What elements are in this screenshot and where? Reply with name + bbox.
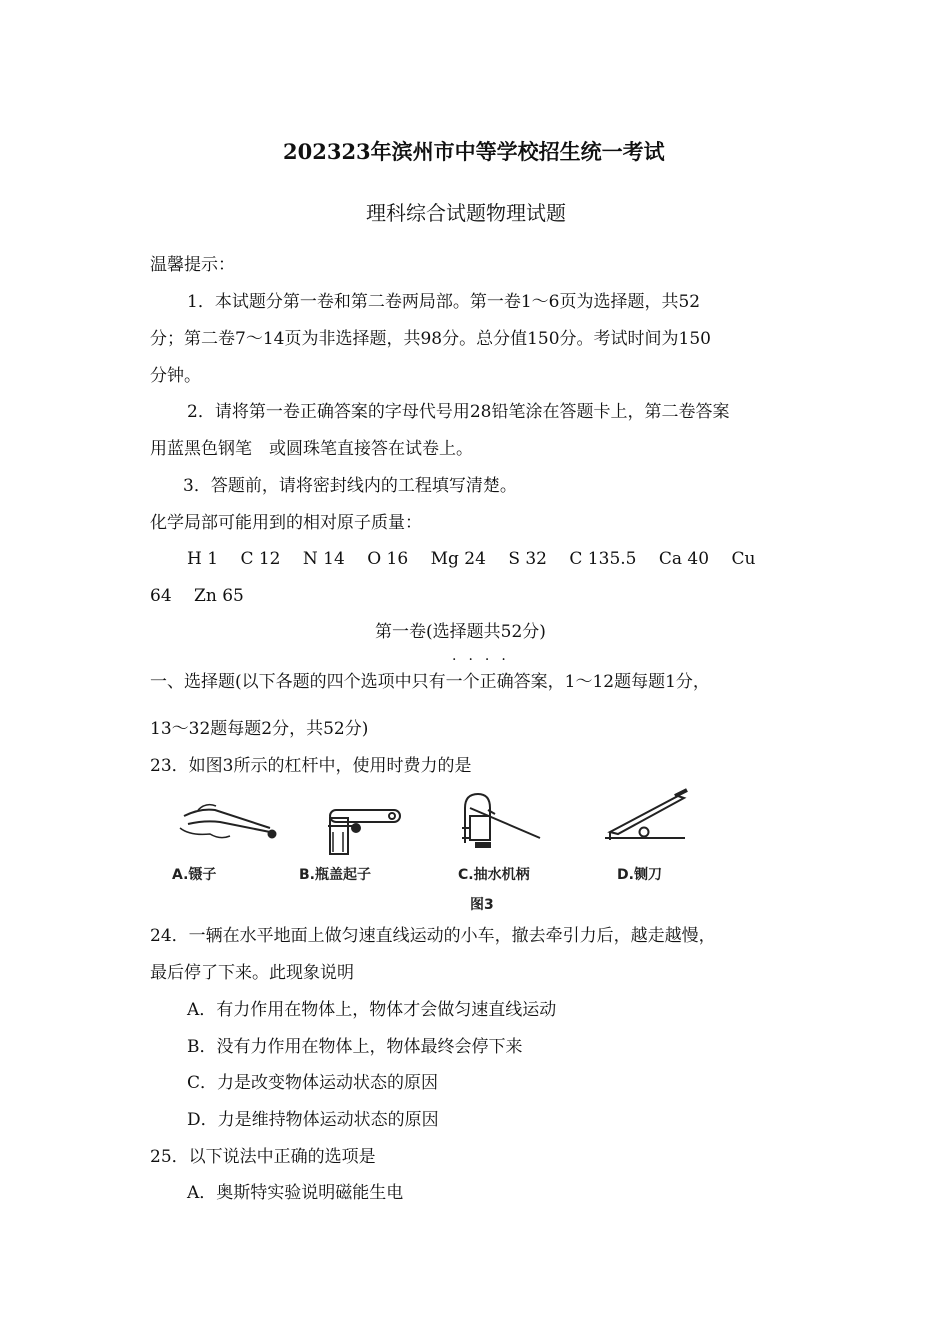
guillotine-cutter-icon (605, 790, 687, 840)
notice-item-3: 3．答题前，请将密封线内的工程填写清楚。 (183, 476, 517, 496)
option-b-caption: B.瓶盖起子 (299, 867, 371, 883)
atomic-mass-heading: 化学局部可能用到的相对原子质量： (150, 513, 422, 533)
atomic-mass-list: H 1 C 12 N 14 O 16 Mg 24 S 32 C 135.5 Ca 40 Cu (187, 549, 756, 569)
notice-heading: 温馨提示： (150, 255, 235, 275)
bottle-opener-icon (328, 810, 400, 854)
tweezers-icon (180, 805, 276, 838)
atomic-mass-list-cont: 64 Zn 65 (150, 586, 244, 606)
option-a-caption: A.镊子 (172, 867, 217, 883)
option-d-caption: D.铡刀 (617, 867, 662, 883)
question-24-option-a: A．有力作用在物体上，物体才会做匀速直线运动 (187, 1000, 557, 1020)
question-25-option-a: A．奥斯特实验说明磁能生电 (187, 1183, 404, 1203)
paper-subtitle: 理科综合试题物理试题 (366, 201, 566, 225)
figure-caption: 图3 (470, 897, 494, 913)
option-c-caption: C.抽水机柄 (458, 867, 530, 883)
notice-item-1-cont: 分；第二卷7～14页为非选择题，共98分。总分值150分。考试时间为150 (150, 329, 711, 349)
notice-item-1: 1．本试题分第一卷和第二卷两局部。第一卷1～6页为选择题，共52 (187, 292, 701, 312)
figure-3 (170, 788, 700, 858)
notice-item-2: 2．请将第一卷正确答案的字母代号用28铅笔涂在答题卡上，第二卷答案 (187, 402, 730, 422)
question-24-option-c: C．力是改变物体运动状态的原因 (187, 1073, 439, 1093)
section-instructions-cont: 13～32题每题2分，共52分) (150, 719, 369, 739)
section-instructions: 一、选择题(以下各题的四个选项中只有一个正确答案，1～12题每题1分， (150, 672, 710, 692)
emphasis-dots: ···· (452, 652, 518, 668)
question-24-stem: 24．一辆在水平地面上做匀速直线运动的小车，撤去牵引力后，越走越慢， (150, 926, 716, 946)
question-23-stem: 23．如图3所示的杠杆中，使用时费力的是 (150, 756, 472, 776)
notice-item-2-cont: 用蓝黑色钢笔 或圆珠笔直接答在试卷上。 (150, 439, 473, 459)
exam-title: 202323年滨州市中等学校招生统一考试 (283, 139, 665, 164)
question-24-option-d: D．力是维持物体运动状态的原因 (187, 1110, 439, 1130)
question-25-stem: 25．以下说法中正确的选项是 (150, 1147, 376, 1167)
section-title: 第一卷(选择题共52分) (375, 622, 546, 642)
question-24-option-b: B．没有力作用在物体上，物体最终会停下来 (187, 1037, 523, 1057)
water-pump-icon (462, 794, 540, 847)
question-24-stem-cont: 最后停了下来。此现象说明 (150, 963, 354, 983)
notice-item-1-end: 分钟。 (150, 366, 201, 386)
